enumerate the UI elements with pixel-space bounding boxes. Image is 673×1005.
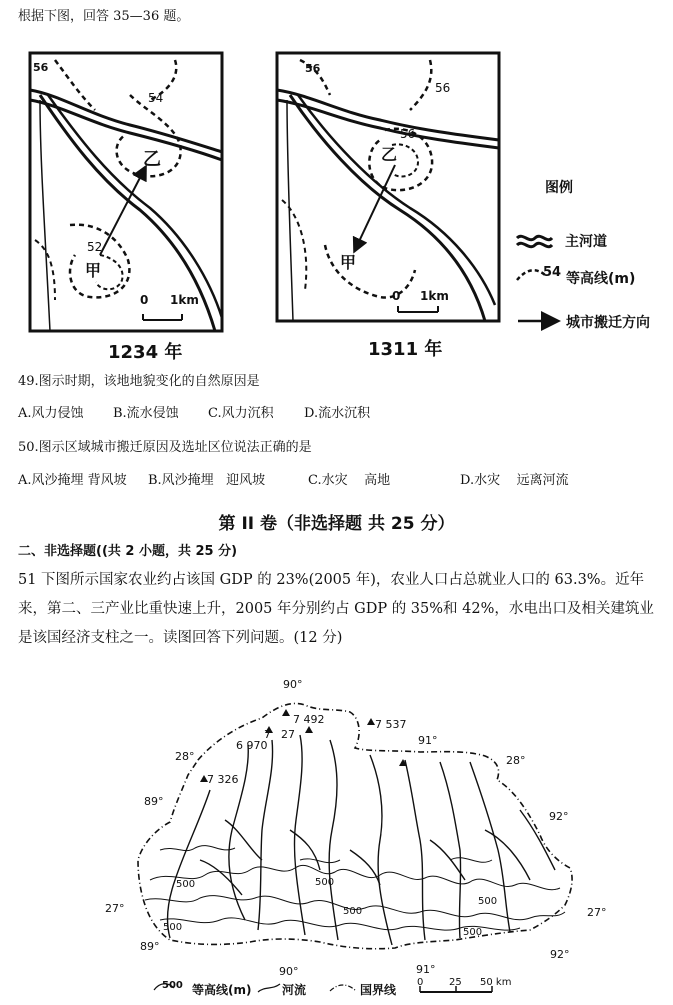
q49-option-b[interactable]: B.流水侵蚀 bbox=[113, 406, 179, 421]
section-title: 第 II 卷（非选择题 共 25 分） bbox=[218, 514, 455, 534]
legend-title: 图例 bbox=[545, 180, 573, 196]
contour-label-56-right-inner: 56 bbox=[400, 127, 416, 141]
lat-27-left: 27° bbox=[105, 902, 125, 915]
q50-option-d[interactable]: D.水灾 远离河流 bbox=[460, 473, 569, 488]
scale-km-right: 1km bbox=[420, 289, 449, 303]
peak-label-7537: 7 537 bbox=[375, 718, 407, 731]
city-label-yi: 乙 bbox=[143, 149, 161, 170]
scale-zero: 0 bbox=[140, 293, 149, 307]
lon-92-top: 92° bbox=[549, 810, 569, 823]
peak-label-7: 7 bbox=[264, 728, 271, 741]
lon-91-top: 91° bbox=[418, 734, 438, 747]
lat-28-left: 28° bbox=[175, 750, 195, 763]
peak-label-7492: 7 492 bbox=[293, 713, 325, 726]
legend-contour-label: 等高线(m) bbox=[192, 983, 252, 997]
contour-label-56-right-mid: 56 bbox=[435, 81, 451, 95]
section-subtitle: 二、非选择题((共 2 小题，共 25 分) bbox=[18, 544, 238, 559]
q49-stem: 49.图示时期，该地地貌变化的自然原因是 bbox=[18, 374, 260, 389]
lon-91-bottom: 91° bbox=[416, 963, 436, 976]
q50-option-c[interactable]: C.水灾 高地 bbox=[308, 473, 391, 488]
lon-89-bottom: 89° bbox=[140, 940, 160, 953]
peak-label-27: 27 bbox=[281, 728, 295, 741]
legend-river: 主河道 bbox=[565, 234, 607, 250]
city-label-jia: 甲 bbox=[85, 261, 102, 280]
contour-500-b: 500 bbox=[163, 922, 183, 933]
lon-89-top: 89° bbox=[144, 795, 164, 808]
city-label-yi-right: 乙 bbox=[381, 145, 398, 164]
lat-27-right: 27° bbox=[587, 906, 607, 919]
year-label-1311: 1311 年 bbox=[368, 339, 443, 360]
lat-28-right: 28° bbox=[506, 754, 526, 767]
q49-option-c[interactable]: C.风力沉积 bbox=[208, 406, 274, 421]
legend-contour: 等高线(m) bbox=[566, 271, 636, 287]
q50-stem: 50.图示区域城市搬迁原因及选址区位说法正确的是 bbox=[18, 440, 312, 455]
lon-92-bottom: 92° bbox=[550, 948, 570, 961]
scale-km: 1km bbox=[170, 293, 199, 307]
legend-river-label: 河流 bbox=[282, 983, 307, 997]
contours bbox=[145, 846, 565, 931]
legend-arrow: 城市搬迁方向 bbox=[566, 315, 650, 331]
legend-border-label: 国界线 bbox=[360, 983, 397, 997]
contour-label-56-right: 56 bbox=[305, 62, 321, 75]
scale-zero-right: 0 bbox=[392, 289, 401, 303]
scale-50km: 50 km bbox=[480, 977, 512, 988]
peak-label-6970: 6 970 bbox=[236, 739, 268, 752]
lon-90-top: 90° bbox=[283, 678, 303, 691]
contour-500-a: 500 bbox=[176, 879, 196, 890]
contour-label-54: 54 bbox=[148, 91, 164, 105]
q50-option-b[interactable]: B.风沙掩埋 迎风坡 bbox=[148, 473, 266, 488]
q49-option-a[interactable]: A.风力侵蚀 bbox=[18, 406, 84, 421]
city-label-jia-right: 甲 bbox=[340, 253, 357, 272]
q49-option-d[interactable]: D.流水沉积 bbox=[304, 406, 371, 421]
contour-label-56: 56 bbox=[33, 61, 49, 74]
q50-option-a[interactable]: A.风沙掩埋 背风坡 bbox=[18, 473, 127, 488]
contour-500-f: 500 bbox=[463, 927, 483, 938]
scale-25: 25 bbox=[449, 977, 462, 988]
peak-label-7326: 7 326 bbox=[207, 773, 239, 786]
q51-text: 51 下图所示国家农业约占该国 GDP 的 23%(2005 年)，农业人口占总就业人口的 63.3%。近年来，第二、三产业比重快速上升，2005 年分别约占 GDP 的 35%和 42%，水电出口及相关建筑业是该国经济支柱之一。读图回答下列问题。(12 分) bbox=[18, 572, 654, 646]
lon-90-bottom: 90° bbox=[279, 965, 299, 978]
contour-500-d: 500 bbox=[343, 906, 363, 917]
legend-contour-number: 54 bbox=[543, 265, 562, 280]
legend-contour-500: 500 bbox=[162, 980, 183, 991]
contour-label-52: 52 bbox=[87, 240, 103, 254]
contour-500-e: 500 bbox=[478, 896, 498, 907]
contour-500-c: 500 bbox=[315, 877, 335, 888]
scale-0: 0 bbox=[417, 977, 424, 988]
intro-text: 根据下图，回答 35—36 题。 bbox=[18, 9, 190, 24]
year-label-1234: 1234 年 bbox=[108, 342, 183, 363]
